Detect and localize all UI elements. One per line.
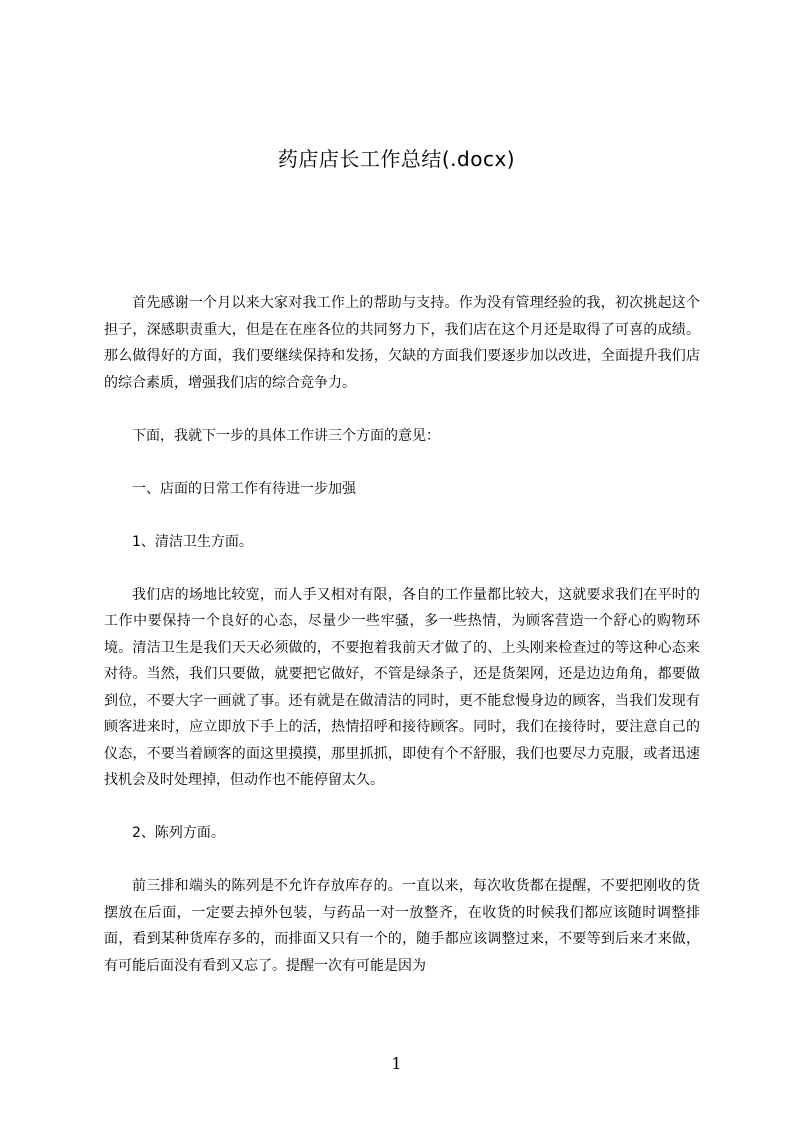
paragraph-intro: 首先感谢一个月以来大家对我工作上的帮助与支持。作为没有管理经验的我，初次挑起这个担子，深感职责重大，但是在在座各位的共同努力下，我们店在这个月还是取得了可喜的成绩。那么做得好的方面，我们要继续保持和发扬，欠缺的方面我们要逐步加以改进，全面提升我们店的综合素质，增强我们店的综合竞争力。 [104,295,700,391]
paragraph-spacer [104,555,700,582]
paragraph-display: 前三排和端头的陈列是不允许存放库存的。一直以来，每次收货都在提醒，不要把刚收的货摆放在后面，一定要去掉外包装，与药品一对一放整齐，在收货的时候我们都应该随时调整排面，看到某种货库存多的，而排面又只有一个的，随手都应该调整过来，不要等到后来才来做，有可能后面没有看到又忘了。提醒一次有可能是因为 [104,878,700,974]
paragraph-spacer [104,794,700,821]
paragraph-spacer [104,502,700,529]
document-title: 药店店长工作总结(.docx) [277,147,516,171]
page-number: 1 [391,1054,402,1073]
subsection-heading-display: 2、陈列方面。 [132,825,225,841]
paragraph-cleaning: 我们店的场地比较宽，而人手又相对有限，各自的工作量都比较大，这就要求我们在平时的工作中要保持一个良好的心态，尽量少一些牢骚，多一些热情，为顾客营造一个舒心的购物环境。清洁卫生是我们天天必须做的，不要抱着我前天才做了的、上头刚来检查过的等这种心态来对待。当然，我们只要做，就要把它做好，不管是绿条子，还是货架网，还是边边角角，都要做到位，不要大字一画就了事。还有就是在做清洁的同时，更不能怠慢身边的顾客，当我们发现有顾客进来时，应立即放下手上的活，热情招呼和接待顾客。同时，我们在接待时，要注意自己的仪态，不要当着顾客的面这里摸摸，那里抓抓，即使有个不舒服，我们也要尽力克服，或者迅速找机会及时处理掉，但动作也不能停留太久。 [104,586,700,788]
paragraph-spacer [104,847,700,874]
paragraph-spacer [104,396,700,423]
document-body [104,290,700,979]
paragraph-spacer [104,449,700,476]
subsection-heading-cleaning: 1、清洁卫生方面。 [132,533,253,550]
paragraph-overview: 下面，我就下一步的具体工作讲三个方面的意见： [132,427,440,444]
section-heading-1: 一、店面的日常工作有待进一步加强 [132,480,356,497]
